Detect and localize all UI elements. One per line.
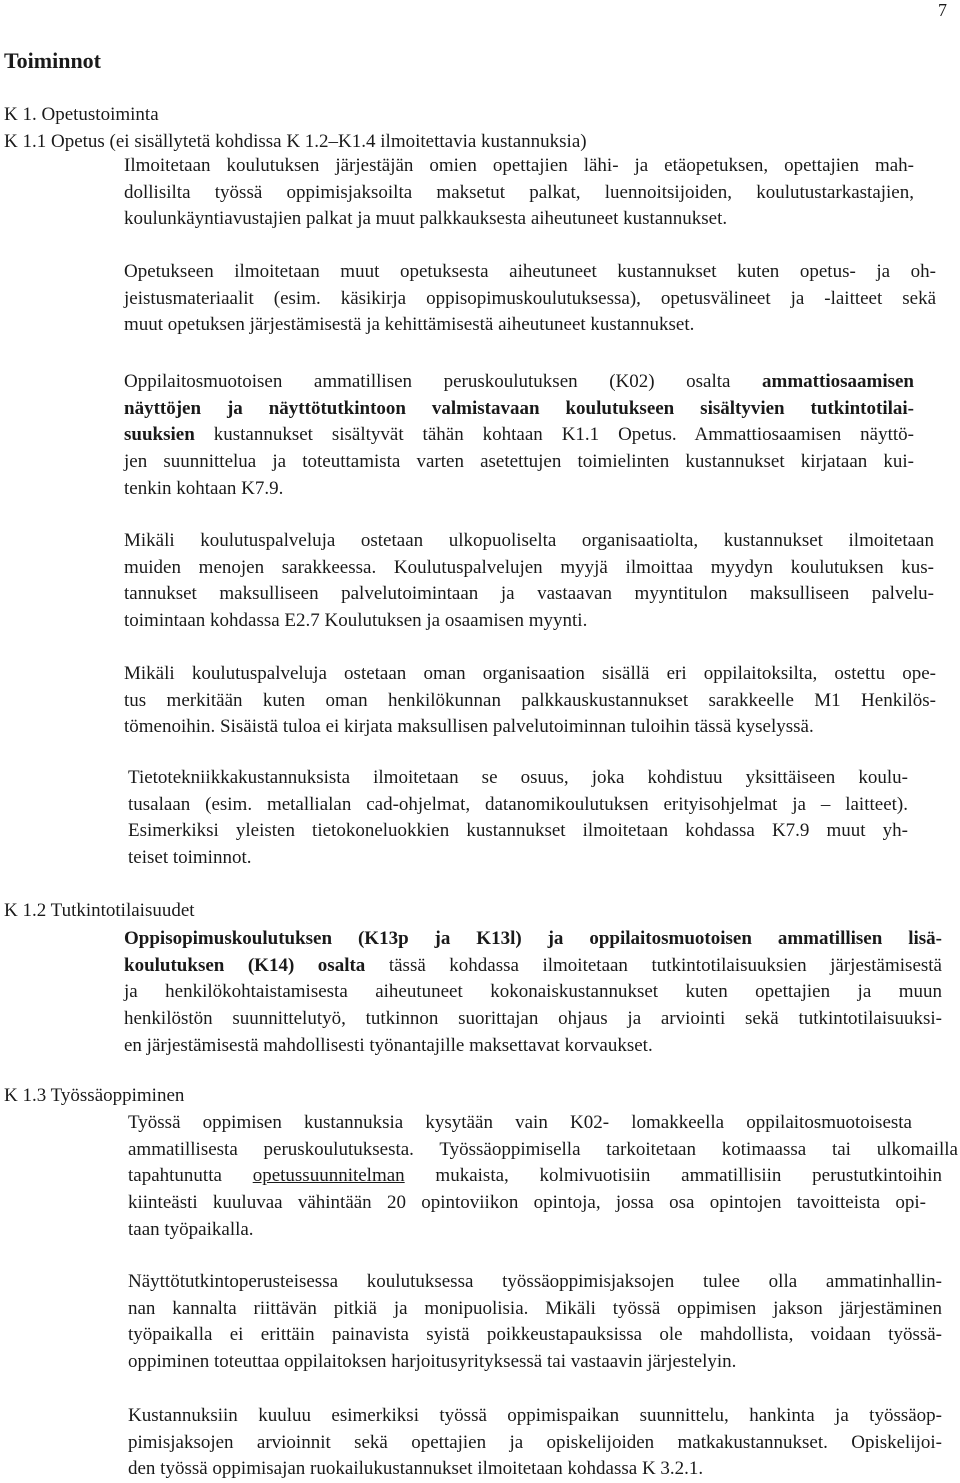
- page-number: 7: [938, 0, 947, 20]
- k13-paragraph-2: [128, 1269, 942, 1376]
- text-line: tus merkitään kuten oman henkilökunnan palkkauskustannukset sarakkeelle M1 Henkilös-: [124, 689, 936, 711]
- text-line: tömenoihin. Sisäistä tuloa ei kirjata maksullisen palvelutoiminnan tuloihin tässä kyselyssä.: [124, 716, 814, 738]
- text-line: koulunkäyntiavustajien palkat ja muut palkkauksesta aiheutuneet kustannukset.: [124, 208, 728, 230]
- bold-text: koulutuksen (K14) osalta: [124, 954, 366, 976]
- text-line: ja henkilökohtaistamisesta aiheutuneet kokonaiskustannukset kuten opettajien ja muun: [124, 981, 942, 1003]
- text-line: ammatillisesta peruskoulutuksesta. Työssäoppimisella tarkoitetaan kotimaassa tai ulkomailla: [128, 1138, 958, 1160]
- section-heading-k1: K 1. Opetustoiminta: [4, 104, 159, 125]
- text-line: den työssä oppimisajan ruokailukustannukset ilmoitetaan kohdassa K 3.2.1.: [128, 1458, 704, 1480]
- text-run: Oppilaitosmuotoisen ammatillisen peruskoulutuksen (K02) osalta: [124, 371, 763, 392]
- bold-text: Oppisopimuskoulutuksen (K13p ja K13l) ja oppilaitosmuotoisen ammatillisen lisä-: [124, 928, 942, 949]
- k11-paragraph-2: [124, 259, 936, 339]
- section-heading-k1-2: K 1.2 Tutkintotilaisuudet: [4, 900, 195, 921]
- section-heading-k1-1: K 1.1 Opetus (ei sisällytetä kohdissa K 1.2–K1.4 ilmoitettavia kustannuksia): [4, 131, 587, 152]
- text-line: tenkin kohtaan K7.9.: [124, 477, 284, 499]
- text-line: jeistusmateriaalit (esim. käsikirja oppisopimuskoulutuksessa), opetusvälineet ja -laitteet sekä: [124, 287, 936, 309]
- text-run: tässä kohdassa ilmoitetaan tutkintotilaisuuksien järjestämisestä: [365, 954, 942, 976]
- text-line: Näyttötutkintoperusteisessa koulutuksessa työssäoppimisjaksojen tulee olla ammatinhallin-: [128, 1271, 942, 1292]
- text-line: Työssä oppimisen kustannuksia kysytään vain K02- lomakkeella oppilaitosmuotoisesta: [128, 1112, 912, 1133]
- k13-paragraph-3: [128, 1403, 942, 1483]
- k11-paragraph-6: [128, 765, 908, 872]
- bold-text: suuksien: [124, 424, 195, 446]
- text-line: nan kannalta riittävän pitkiä ja monipuolisia. Mikäli työssä oppimisen jakson järjestäminen: [128, 1297, 942, 1319]
- text-run: mukaista, kolmivuotisiin ammatillisiin perustutkintoihin: [404, 1165, 942, 1187]
- text-line: tusalaan (esim. metallialan cad-ohjelmat, datanomikoulutuksen erityisohjelmat ja – laitteet).: [128, 793, 908, 815]
- text-run: kustannukset sisältyvät tähän kohtaan K1.1 Opetus. Ammattiosaamisen näyttö-: [194, 424, 914, 446]
- section-heading-k1-3: K 1.3 Työssäoppiminen: [4, 1085, 185, 1106]
- text-line: työpaikalla ei erittäin painavista syistä poikkeustapauksissa ole mahdollista, voidaan työssä-: [128, 1324, 942, 1346]
- k11-paragraph-4: [124, 528, 934, 635]
- text-line: oppiminen toteuttaa oppilaitoksen harjoitusyrityksessä tai vastaavin järjestelyin.: [128, 1351, 737, 1373]
- text-run: tapahtunutta: [128, 1165, 253, 1187]
- text-line: kiinteästi kuuluvaa vähintään 20 opintoviikon opintoja, jossa osa opintojen tavoitteista opi-: [128, 1192, 926, 1214]
- text-line: dollisilta työssä oppimisjaksoilta maksetut palkat, luennoitsijoiden, koulutustarkastajien,: [124, 181, 914, 203]
- k11-paragraph-3: [124, 369, 914, 503]
- bold-text: näyttöjen ja näyttötutkintoon valmistavaan koulutukseen sisältyvien tutkintotilai-: [124, 397, 914, 419]
- bold-text: ammattiosaamisen: [762, 371, 914, 392]
- text-line: muiden menojen sarakkeessa. Koulutuspalvelujen myyjä ilmoittaa myydyn koulutuksen kus-: [124, 556, 934, 578]
- text-line: taan työpaikalla.: [128, 1218, 254, 1240]
- text-line: pimisjaksojen arvioinnit sekä opettajien ja opiskelijoiden matkakustannukset. Opiskelijoi-: [128, 1431, 942, 1453]
- text-line: Mikäli koulutuspalveluja ostetaan oman organisaation sisällä eri oppilaitoksilta, ostettu ope-: [124, 663, 936, 684]
- text-line: henkilöstön suunnittelutyö, tutkinnon suorittajan ohjaus ja arviointi sekä tutkintotilaisuuksi-: [124, 1008, 942, 1030]
- text-line: toimintaan kohdassa E2.7 Koulutuksen ja osaamisen myynti.: [124, 610, 588, 632]
- text-line: Opetukseen ilmoitetaan muut opetuksesta aiheutuneet kustannukset kuten opetus- ja oh-: [124, 261, 936, 282]
- text-line: Mikäli koulutuspalveluja ostetaan ulkopuoliselta organisaatiolta, kustannukset ilmoitetaan: [124, 530, 934, 551]
- text-line: teiset toiminnot.: [128, 847, 252, 869]
- text-line: Esimerkiksi yleisten tietokoneluokkien kustannukset ilmoitetaan kohdassa K7.9 muut yh-: [128, 820, 908, 842]
- text-line: en järjestämisestä mahdollisesti työnantajille maksettavat korvaukset.: [124, 1034, 653, 1056]
- text-line: Kustannuksiin kuuluu esimerkiksi työssä oppimispaikan suunnittelu, hankinta ja työssäop-: [128, 1405, 942, 1426]
- k13-paragraph-1: [128, 1110, 958, 1244]
- text-line: jen suunnittelua ja toteuttamista varten asetettujen toimielinten kustannukset kirjataan kui-: [124, 451, 914, 473]
- page-title: Toiminnot: [4, 48, 102, 73]
- text-line: tannukset maksulliseen palvelutoimintaan ja vastaavan myyntitulon maksulliseen palvelu-: [124, 583, 934, 605]
- k11-paragraph-5: [124, 661, 936, 741]
- text-line: Ilmoitetaan koulutuksen järjestäjän omien opettajien lähi- ja etäopetuksen, opettajien mah-: [124, 155, 914, 176]
- k12-paragraph: [124, 926, 942, 1060]
- text-line: Tietotekniikkakustannuksista ilmoitetaan se osuus, joka kohdistuu yksittäiseen koulu-: [128, 767, 908, 788]
- text-line: muut opetuksen järjestämisestä ja kehittämisestä aiheutuneet kustannukset.: [124, 314, 695, 336]
- underlined-text: opetussuunnitelman: [252, 1165, 405, 1187]
- k11-paragraph-1: [124, 153, 914, 233]
